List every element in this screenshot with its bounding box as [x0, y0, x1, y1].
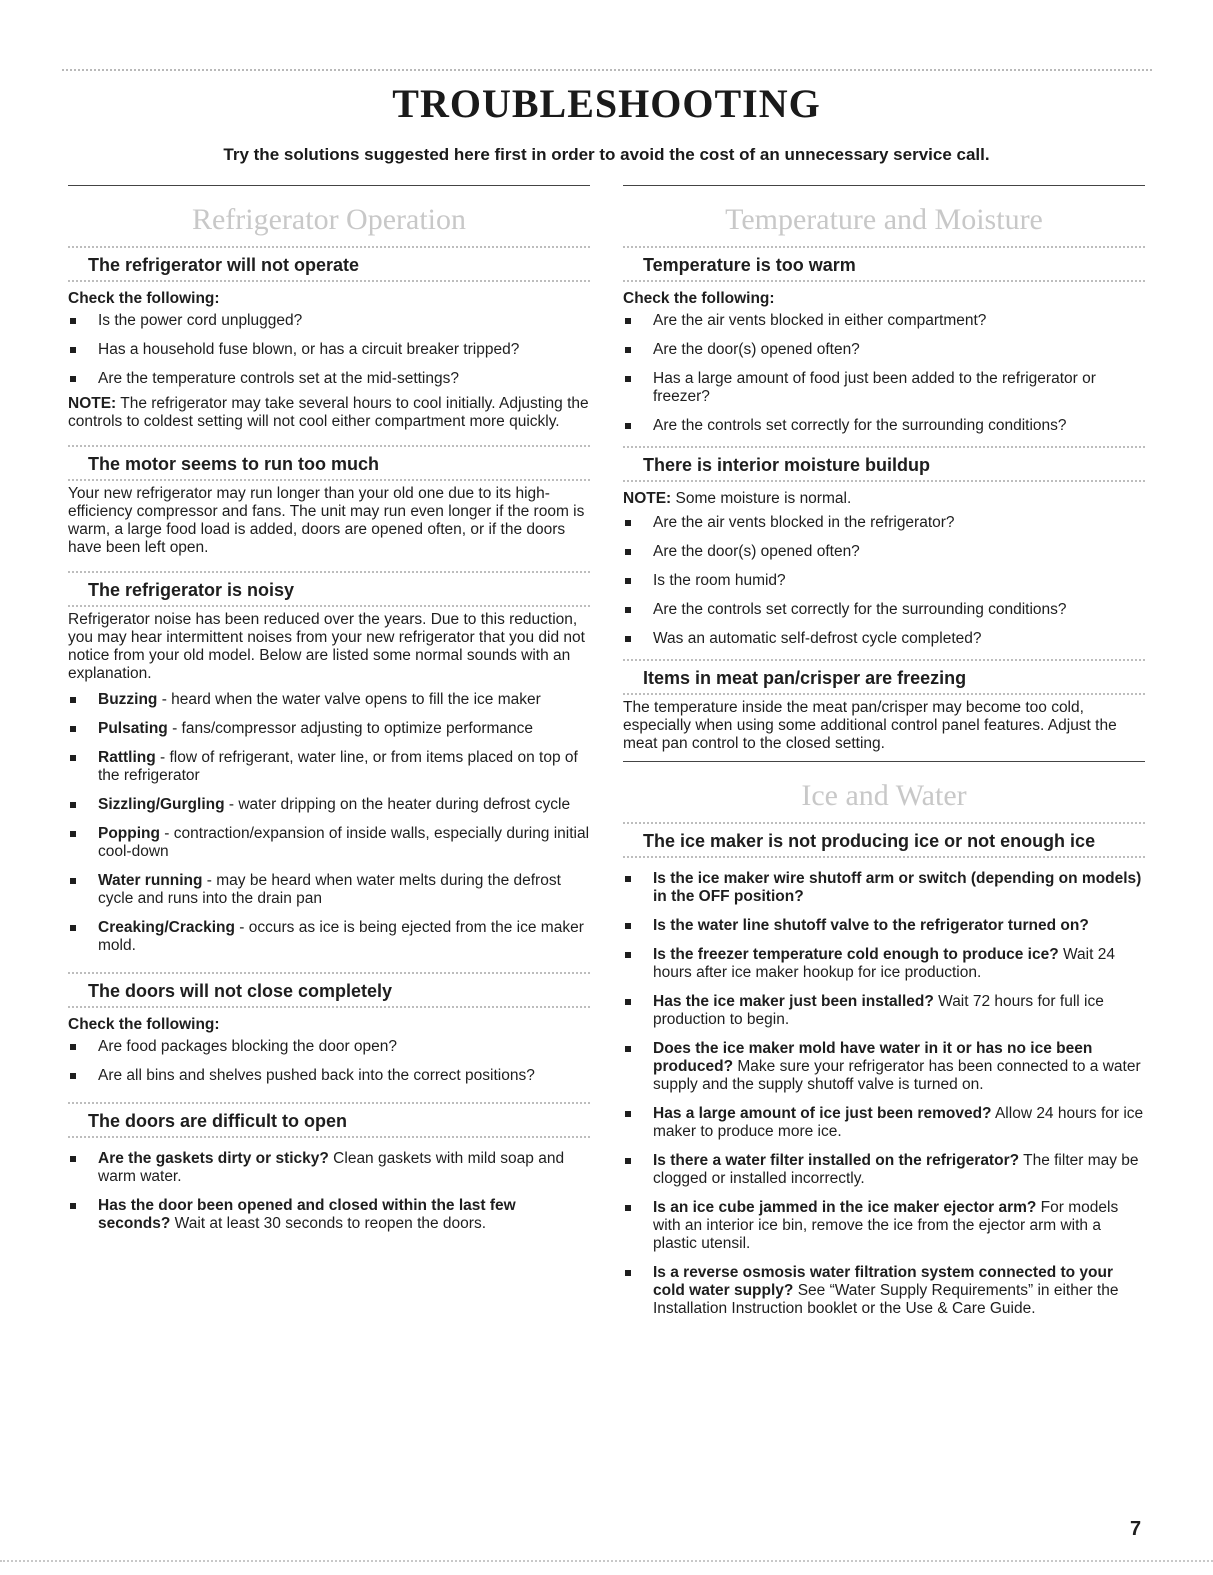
term: Is there a water filter installed on the refrigerator? — [653, 1152, 1020, 1169]
note-paragraph — [68, 395, 590, 431]
paragraph: Refrigerator noise has been reduced over the years. Due to this reduction, you may hear intermittent noises from your new refrigerator that you did not notice from your old model. Below are listed some normal sounds with an explanation. — [68, 611, 585, 682]
list-item: Are the air vents blocked in the refrigerator? — [623, 514, 1145, 532]
term: Are the gaskets dirty or sticky? — [98, 1150, 329, 1167]
note-label: NOTE: — [68, 395, 117, 412]
right-column — [623, 185, 1145, 1329]
heading-doors-not-close: The doors will not close completely — [88, 981, 393, 1001]
list-item — [68, 1150, 590, 1186]
list-item: Has a large amount of food just been added to the refrigerator or freezer? — [623, 370, 1145, 406]
heading-noisy: The refrigerator is noisy — [88, 580, 295, 600]
list-item: Are all bins and shelves pushed back into the correct positions? — [68, 1067, 590, 1085]
list-item — [68, 796, 590, 814]
heading-rule — [68, 479, 590, 481]
list-item — [623, 946, 1145, 982]
list-item: Is the room humid? — [623, 572, 1145, 590]
check-label: Check the following: — [623, 290, 775, 307]
list-item: Are the controls set correctly for the surrounding conditions? — [623, 417, 1145, 435]
list-item: Are the door(s) opened often? — [623, 543, 1145, 561]
list-item — [68, 919, 590, 955]
term: Water running — [98, 872, 203, 889]
page-title: TROUBLESHOOTING — [392, 81, 821, 126]
left-column — [68, 185, 590, 1244]
list-item — [68, 720, 590, 738]
list-item — [623, 1152, 1145, 1188]
list-item: Are the door(s) opened often? — [623, 341, 1145, 359]
note-label: NOTE: — [623, 490, 672, 507]
term: Is the freezer temperature cold enough to produce ice? — [653, 946, 1059, 963]
desc: Wait 72 hours for full ice production to begin. — [653, 993, 1104, 1028]
list-item — [68, 872, 590, 908]
desc: - water dripping on the heater during defrost cycle — [224, 796, 571, 813]
heading-rule — [623, 280, 1145, 282]
bottom-dotted-rule — [0, 1560, 1213, 1562]
desc: See “Water Supply Requirements” in either the Installation Instruction booklet or the Use & Care Guide. — [653, 1282, 1119, 1317]
term: Has the ice maker just been installed? — [653, 993, 934, 1010]
list-item: Are the air vents blocked in either compartment? — [623, 312, 1145, 330]
list-item — [623, 917, 1145, 935]
desc: Allow 24 hours for ice maker to produce more ice. — [653, 1105, 1144, 1140]
term: Buzzing — [98, 691, 158, 708]
term: Sizzling/Gurgling — [98, 796, 225, 813]
list-item: Has a household fuse blown, or has a circuit breaker tripped? — [68, 341, 590, 359]
heading-rule — [623, 480, 1145, 482]
term: Rattling — [98, 749, 156, 766]
section-title-refrigerator-operation: Refrigerator Operation — [191, 203, 467, 236]
list-item: Are food packages blocking the door open? — [68, 1038, 590, 1056]
list-item: Are the controls set correctly for the surrounding conditions? — [623, 601, 1145, 619]
list-item — [623, 870, 1145, 906]
term: Is a reverse osmosis water filtration system connected to your cold water supply? — [653, 1264, 1113, 1299]
section-title-ice-water: Ice and Water — [801, 779, 967, 812]
note-paragraph — [623, 490, 1145, 508]
desc: For models with an interior ice bin, remove the ice from the ejector arm with a plastic utensil. — [653, 1199, 1119, 1252]
heading-rule — [68, 605, 590, 607]
list-item: Was an automatic self-defrost cycle completed? — [623, 630, 1145, 648]
check-list — [68, 312, 590, 388]
term: Pulsating — [98, 720, 168, 737]
check-label: Check the following: — [68, 1016, 220, 1033]
desc: - contraction/expansion of inside walls, especially during initial cool-down — [98, 825, 590, 860]
term: Has a large amount of ice just been removed? — [653, 1105, 992, 1122]
check-list — [68, 1150, 590, 1233]
term: Is the water line shutoff valve to the refrigerator turned on? — [653, 917, 1089, 934]
sound-list — [68, 691, 590, 955]
heading-meat-pan-freezing: Items in meat pan/crisper are freezing — [643, 668, 967, 688]
paragraph: Your new refrigerator may run longer than your old one due to its high-efficiency compressor and fans. The unit may run even longer if the room is warm, a large food load is added, doors are opened often, or if the doors have been left open. — [68, 485, 585, 556]
heading-rule — [68, 280, 590, 282]
list-item — [68, 825, 590, 861]
list-item — [623, 1199, 1145, 1253]
term: Popping — [98, 825, 160, 842]
desc: Wait 24 hours after ice maker hookup for ice production. — [653, 946, 1115, 981]
check-list — [623, 870, 1145, 1318]
page-subtitle: Try the solutions suggested here first in order to avoid the cost of an unnecessary service call. — [223, 145, 990, 164]
heading-too-warm: Temperature is too warm — [643, 255, 856, 275]
list-item: Is the power cord unplugged? — [68, 312, 590, 330]
list-item: Are the temperature controls set at the mid-settings? — [68, 370, 590, 388]
section-title-temperature-moisture: Temperature and Moisture — [725, 203, 1043, 236]
list-item — [623, 993, 1145, 1029]
list-item — [623, 1264, 1145, 1318]
term: Has the door been opened and closed within the last few seconds? — [98, 1197, 516, 1232]
desc: - occurs as ice is being ejected from the ice maker mold. — [98, 919, 584, 954]
term: Does the ice maker mold have water in it or has no ice been produced? — [653, 1040, 1093, 1075]
list-item — [68, 1197, 590, 1233]
desc: Make sure your refrigerator has been connected to a water supply and the supply shutoff valve is turned on. — [653, 1058, 1141, 1093]
paragraph: The temperature inside the meat pan/crisper may become too cold, especially when using some additional control panel features. Adjust the meat pan control to the closed setting. — [623, 699, 1117, 752]
desc: - heard when the water valve opens to fill the ice maker — [157, 691, 541, 708]
heading-rule — [623, 693, 1145, 695]
check-list — [623, 514, 1145, 648]
desc: - flow of refrigerant, water line, or from items placed on top of the refrigerator — [98, 749, 578, 784]
column-rule — [623, 185, 1145, 186]
desc: Clean gaskets with mild soap and warm water. — [98, 1150, 565, 1185]
heading-moisture-buildup: There is interior moisture buildup — [643, 455, 931, 475]
heading-ice-maker: The ice maker is not producing ice or not enough ice — [643, 831, 1096, 851]
term: Creaking/Cracking — [98, 919, 235, 936]
term: Is an ice cube jammed in the ice maker ejector arm? — [653, 1199, 1037, 1216]
heading-will-not-operate: The refrigerator will not operate — [88, 255, 360, 275]
desc: The filter may be clogged or installed incorrectly. — [653, 1152, 1139, 1187]
heading-rule — [623, 856, 1145, 858]
check-list — [623, 312, 1145, 435]
column-rule — [68, 185, 590, 186]
term: Is the ice maker wire shutoff arm or switch (depending on models) in the OFF position? — [653, 870, 1142, 905]
note-text: The refrigerator may take several hours to cool initially. Adjusting the controls to coldest setting will not cool either compartment more quickly. — [68, 395, 589, 430]
desc: - fans/compressor adjusting to optimize performance — [167, 720, 534, 737]
heading-doors-difficult: The doors are difficult to open — [88, 1111, 348, 1131]
list-item — [68, 749, 590, 785]
list-item — [623, 1040, 1145, 1094]
heading-rule — [68, 1136, 590, 1138]
heading-motor-runs: The motor seems to run too much — [88, 454, 380, 474]
heading-rule — [68, 1006, 590, 1008]
note-text: Some moisture is normal. — [671, 490, 852, 507]
column-rule — [623, 761, 1145, 762]
page-number: 7 — [1130, 1518, 1142, 1540]
desc: - may be heard when water melts during the defrost cycle and runs into the drain pan — [98, 872, 561, 907]
list-item — [623, 1105, 1145, 1141]
top-dotted-rule — [62, 69, 1152, 71]
check-label: Check the following: — [68, 290, 220, 307]
check-list — [68, 1038, 590, 1085]
list-item — [68, 691, 590, 709]
desc: Wait at least 30 seconds to reopen the doors. — [170, 1215, 486, 1232]
